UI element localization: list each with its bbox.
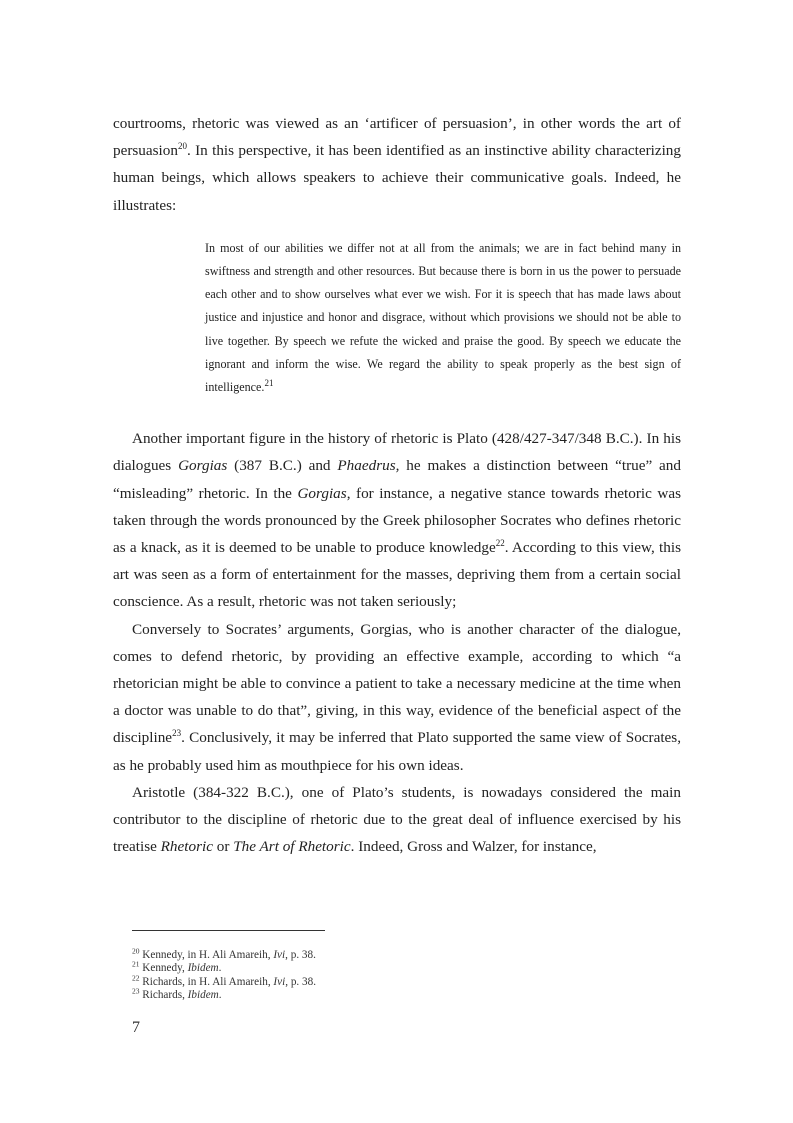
footnote-text: , p. 38. <box>285 949 316 961</box>
footnote-text: , p. 38. <box>285 975 316 988</box>
paragraph-text: Aristotle (384-322 B.C.), one of Plato’s students, is nowadays considered the main contributor to the discipline of rhetoric due to the great deal of influence exercised by his treatise <box>113 783 681 856</box>
footnote-23 <box>132 986 532 1002</box>
paragraph-3 <box>113 616 681 779</box>
footnote-ref[interactable]: 21 <box>264 378 274 388</box>
paragraph-text: Another important figure in the history of rhetoric is Plato (428/427-347/348 B.C.). In his dialogues <box>113 430 681 475</box>
footnote-text: Kennedy, <box>142 962 188 975</box>
footnote-number: 20 <box>132 946 140 956</box>
footnote-italic: Ibidem <box>187 988 219 1001</box>
paragraph-text: courtrooms, rhetoric was viewed as an ‘artificer of persuasion’, in other words the art of persuasion <box>113 115 681 160</box>
paragraph-text: (387 B.C.) and <box>227 457 338 475</box>
paragraph-text: . According to this view, this art was seen as a form of entertainment for the masses, depriving them from a certain social conscience. As a result, rhetoric was not taken seriously; <box>113 539 681 611</box>
footnote-text: Richards, <box>142 988 188 1001</box>
paragraph-text: he makes a distinction between “true” and “misleading” rhetoric. In the <box>113 457 681 502</box>
paragraph-1 <box>113 110 681 219</box>
footnote-text: . <box>218 962 222 975</box>
page-body <box>113 110 681 860</box>
footnote-number: 23 <box>132 986 140 996</box>
italic-title: The Art of Rhetoric <box>233 838 351 856</box>
footnote-number: 22 <box>132 972 140 982</box>
footnote-text: Richards, in H. Ali Amareih, <box>142 975 274 988</box>
footnote-22 <box>132 972 532 989</box>
block-quote <box>205 237 681 399</box>
footnote-divider <box>132 930 325 931</box>
italic-title: Phaedrus, <box>337 457 400 475</box>
paragraph-4 <box>113 779 681 861</box>
footnote-text: . <box>218 988 222 1001</box>
page-number: 7 <box>132 1019 140 1036</box>
footnote-ref[interactable]: 23 <box>172 728 182 739</box>
footnote-number: 21 <box>132 959 140 969</box>
paragraph-text: Conversely to Socrates’ arguments, Gorgias, who is another character of the dialogue, comes to defend rhetoric, by providing an effective example, according to which “a rhetorician might be able to convince a patient to take a necessary medicine at the time when a doctor was unable to do that”, giving, in this way, evidence of the beneficial aspect of the discipline <box>113 620 681 747</box>
paragraph-text: . Conclusively, it may be inferred that Plato supported the same view of Socrates, as he probably used him as mouthpiece for his own ideas. <box>113 729 681 774</box>
paragraph-text: . In this perspective, it has been identified as an instinctive ability characterizing human beings, which allows speakers to achieve their communicative goals. Indeed, he illustrates: <box>113 142 681 214</box>
footnote-21 <box>132 959 532 975</box>
italic-title: Gorgias <box>297 484 347 502</box>
paragraph-text: or <box>212 838 234 856</box>
footnote-20 <box>132 946 532 962</box>
footnote-italic: Ibidem <box>187 962 219 975</box>
paragraph-text: . Indeed, Gross and Walzer, for instance, <box>350 838 597 856</box>
footnote-italic: Ivi <box>273 975 286 988</box>
italic-title: Rhetoric <box>160 838 213 856</box>
italic-title: Gorgias <box>178 457 228 475</box>
paragraph-text: , for instance, a negative stance towards rhetoric was taken through the words pronounced by the Greek philosopher Socrates who defines rhetoric as a knack, as it is deemed to be unable to produce knowledge <box>113 484 681 557</box>
quote-text: In most of our abilities we differ not at all from the animals; we are in fact behind many in swiftness and strength and other resources. But because there is born in us the power to persuade each other and to show ourselves what ever we wish. For it is speech that has made laws about justice and injustice and honor and disgrace, without which provisions we should not be able to live together. By speech we refute the wicked and praise the good. By speech we educate the ignorant and inform the wise. We regard the ability to speak properly as the best sign of intelligence. <box>205 240 681 395</box>
footnote-text: Kennedy, in H. Ali Amareih, <box>142 949 274 961</box>
footnote-italic: Ivi <box>273 949 286 961</box>
paragraph-2 <box>113 425 681 615</box>
footnotes <box>132 930 532 1002</box>
footnote-ref[interactable]: 22 <box>495 537 505 548</box>
footnote-ref[interactable]: 20 <box>177 141 187 152</box>
